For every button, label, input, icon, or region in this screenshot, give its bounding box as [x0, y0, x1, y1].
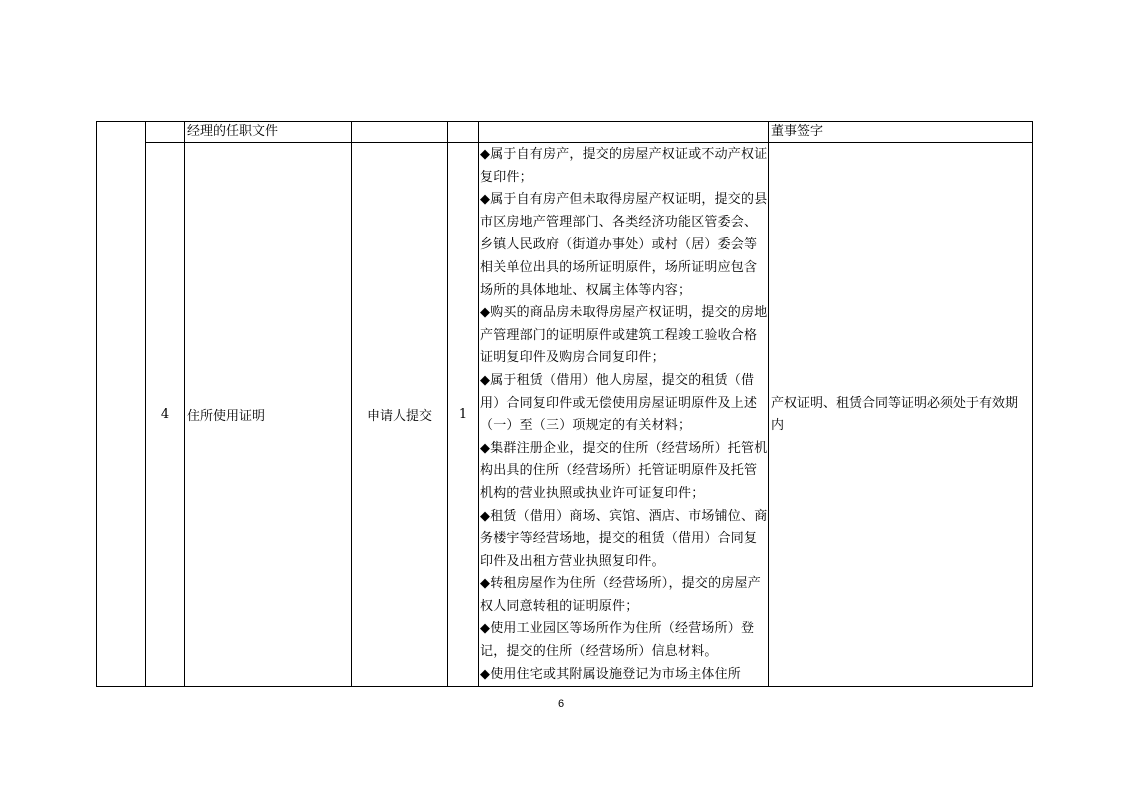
copies-cell: 1	[448, 143, 479, 687]
requirement-item: ◆使用住宅或其附属设施登记为市场主体住所	[480, 666, 741, 682]
requirement-item: ◆租赁（借用）商场、宾馆、酒店、市场铺位、商务楼宇等经营场地，提交的租赁（借用）合同复印件及出租方营业执照复印件。	[480, 508, 768, 569]
requirement-item: ◆购买的商品房未取得房屋产权证明，提交的房地产管理部门的证明原件或建筑工程竣工验收合格证明复印件及购房合同复印件；	[480, 305, 768, 366]
materials-table	[96, 121, 1033, 687]
requirement-item: ◆集群注册企业，提交的住所（经营场所）托管机构出具的住所（经营场所）托管证明原件及托管机构的营业执照或执业许可证复印件；	[480, 440, 768, 501]
requirement-item: ◆属于自有房产但未取得房屋产权证明，提交的县市区房地产管理部门、各类经济功能区管委会、乡镇人民政府（街道办事处）或村（居）委会等相关单位出具的场所证明原件，场所证明应包含场所的具体地址、权属主体等内容；	[480, 192, 768, 298]
requirement-item: ◆使用工业园区等场所作为住所（经营场所）登记，提交的住所（经营场所）信息材料。	[480, 621, 755, 660]
requirement-item: ◆属于租赁（借用）他人房屋，提交的租赁（借用）合同复印件或无偿使用房屋证明原件及上述（一）至（三）项规定的有关材料；	[480, 372, 758, 434]
requirement-item: ◆转租房屋作为住所（经营场所），提交的房屋产权人同意转租的证明原件；	[480, 576, 761, 614]
requirements-cell	[479, 143, 769, 687]
provider-cell	[352, 122, 448, 143]
page-number: 6	[557, 698, 565, 710]
material-name-cell: 住所使用证明	[185, 143, 352, 687]
provider-cell: 申请人提交	[352, 143, 448, 687]
remarks-cell: 产权证明、租赁合同等证明必须处于有效期内	[769, 143, 1033, 687]
category-cell	[97, 122, 146, 687]
number-cell	[146, 122, 185, 143]
copies-cell	[448, 122, 479, 143]
table-row	[97, 122, 1033, 143]
table-row	[97, 143, 1033, 687]
requirements-cell	[479, 122, 769, 143]
material-name-cell: 经理的任职文件	[185, 122, 352, 143]
number-cell: 4	[146, 143, 185, 687]
remarks-cell: 董事签字	[769, 122, 1033, 143]
requirement-item: ◆属于自有房产，提交的房屋产权证或不动产权证复印件；	[480, 147, 768, 185]
